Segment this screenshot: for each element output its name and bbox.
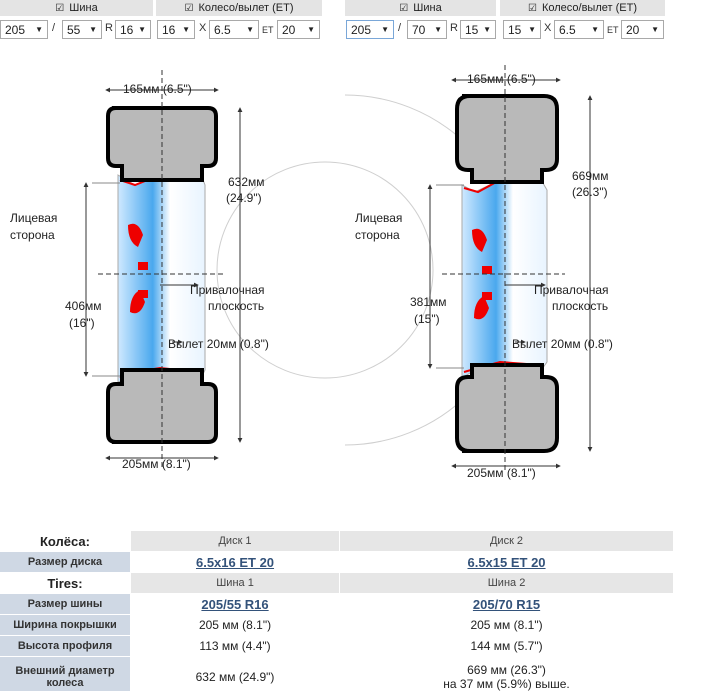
right-width-select[interactable]: 205 ▼ (346, 20, 394, 39)
left-face-label-1: Лицевая (10, 211, 58, 225)
x-sep: X (544, 22, 552, 34)
dropdown-arrow-icon: ▼ (528, 25, 536, 34)
outer-diameter-2: 669 мм (26.3") на 37 мм (5.9%) выше. (339, 657, 673, 691)
disk1-header: Диск 1 (130, 531, 339, 551)
tire2-header: Шина 2 (339, 573, 673, 593)
tire-width-1: 205 мм (8.1") (130, 615, 339, 635)
tire-bottom-right (457, 365, 557, 451)
dropdown-arrow-icon: ▼ (307, 25, 315, 34)
outer-diameter-label: Внешний диаметр колеса (0, 657, 130, 691)
tire-top-right (457, 96, 557, 182)
tire-width-2: 205 мм (8.1") (339, 615, 673, 635)
profile-height-2: 144 мм (5.7") (339, 636, 673, 656)
disk-size-2-link[interactable]: 6.5x15 ET 20 (339, 552, 673, 572)
checkbox-icon[interactable]: ☑ (528, 2, 537, 14)
left-bottom-width-label: 205мм (8.1") (122, 457, 191, 471)
right-bottom-width-label: 205мм (8.1") (467, 466, 536, 480)
right-et-select[interactable]: 20 ▼ (621, 20, 664, 39)
checkbox-icon[interactable]: ☑ (55, 2, 65, 14)
right-face-label-1: Лицевая (355, 211, 403, 225)
right-diameter-in: (26.3") (572, 185, 608, 199)
left-rim-select[interactable]: 16 ▼ (115, 20, 151, 39)
dropdown-arrow-icon: ▼ (182, 25, 190, 34)
table-row (0, 531, 673, 551)
right-mount-label-1: Привалочная (534, 283, 609, 297)
left-wheel-diam-select[interactable]: 16 ▼ (157, 20, 195, 39)
disk-size-label: Размер диска (0, 552, 130, 572)
right-profile-select[interactable]: 70 ▼ (407, 20, 447, 39)
table-row (0, 636, 673, 656)
wheels-heading: Колёса: (40, 533, 90, 549)
dropdown-arrow-icon: ▼ (89, 25, 97, 34)
left-width-select[interactable]: 205 ▼ (0, 20, 48, 39)
dropdown-arrow-icon: ▼ (35, 25, 43, 34)
left-profile-select[interactable]: 55 ▼ (62, 20, 102, 39)
right-rim-select[interactable]: 15 ▼ (460, 20, 496, 39)
checkbox-icon[interactable]: ☑ (399, 2, 409, 14)
left-offset-label: Вылет 20мм (0.8") (168, 337, 269, 351)
et-sep: ЕТ (607, 25, 619, 35)
right-top-width-label: 165мм (6.5") (467, 72, 536, 86)
tire-size-1-link[interactable]: 205/55 R16 (130, 594, 339, 614)
checkbox-icon[interactable]: ☑ (184, 2, 194, 14)
profile-height-label: Высота профиля (0, 636, 130, 656)
tire1-header: Шина 1 (130, 573, 339, 593)
dropdown-arrow-icon: ▼ (138, 25, 146, 34)
tire-size-2-link[interactable]: 205/70 R15 (339, 594, 673, 614)
dropdown-arrow-icon: ▼ (483, 25, 491, 34)
tire-size-label: Размер шины (0, 594, 130, 614)
disk2-header: Диск 2 (339, 531, 673, 551)
table-row (0, 615, 673, 635)
right-wheel-diam-select[interactable]: 15 ▼ (503, 20, 541, 39)
right-offset-label: Вылет 20мм (0.8") (512, 337, 613, 351)
dropdown-arrow-icon: ▼ (246, 25, 254, 34)
left-diameter-mm: 632мм (228, 175, 265, 189)
outer-diameter-1: 632 мм (24.9") (130, 657, 339, 691)
table-row (0, 552, 673, 572)
left-face-label-2: сторона (10, 228, 55, 242)
right-face-label-2: сторона (355, 228, 400, 242)
left-top-width-label: 165мм (6.5") (123, 82, 192, 96)
slash-sep: / (398, 22, 402, 34)
table-row (0, 594, 673, 614)
right-wheel-width-select[interactable]: 6.5 ▼ (554, 20, 604, 39)
left-rim-mm: 406мм (65, 299, 102, 313)
x-sep: X (199, 22, 207, 34)
left-diameter-in: (24.9") (226, 191, 262, 205)
left-et-select[interactable]: 20 ▼ (277, 20, 320, 39)
right-wheel-drawing (430, 65, 590, 470)
table-row (0, 573, 673, 593)
table-row (0, 657, 673, 691)
tires-heading: Tires: (47, 575, 83, 591)
right-tire-header: ☑ Шина (345, 0, 496, 16)
dropdown-arrow-icon: ▼ (381, 25, 389, 34)
right-diameter-mm: 669мм (572, 169, 609, 183)
left-mount-label-2: плоскость (208, 299, 265, 313)
left-wheel-header: ☑ Колесо/вылет (ЕТ) (156, 0, 322, 16)
disk-size-1-link[interactable]: 6.5x16 ET 20 (130, 552, 339, 572)
tire-width-label: Ширина покрышки (0, 615, 130, 635)
r-sep: R (105, 22, 113, 34)
dropdown-arrow-icon: ▼ (591, 25, 599, 34)
profile-height-1: 113 мм (4.4") (130, 636, 339, 656)
left-rim-in: (16") (69, 316, 95, 330)
left-mount-label-1: Привалочная (190, 283, 265, 297)
right-mount-label-2: плоскость (552, 299, 609, 313)
r-sep: R (450, 22, 458, 34)
right-rim-mm: 381мм (410, 295, 447, 309)
right-wheel-header: ☑ Колесо/вылет (ЕТ) (500, 0, 665, 16)
right-rim-in: (15") (414, 312, 440, 326)
left-tire-header: ☑ Шина (0, 0, 153, 16)
spec-table (0, 530, 673, 691)
slash-sep: / (52, 22, 56, 34)
dropdown-arrow-icon: ▼ (651, 25, 659, 34)
et-sep: ЕТ (262, 25, 274, 35)
left-wheel-width-select[interactable]: 6.5 ▼ (209, 20, 259, 39)
dropdown-arrow-icon: ▼ (434, 25, 442, 34)
